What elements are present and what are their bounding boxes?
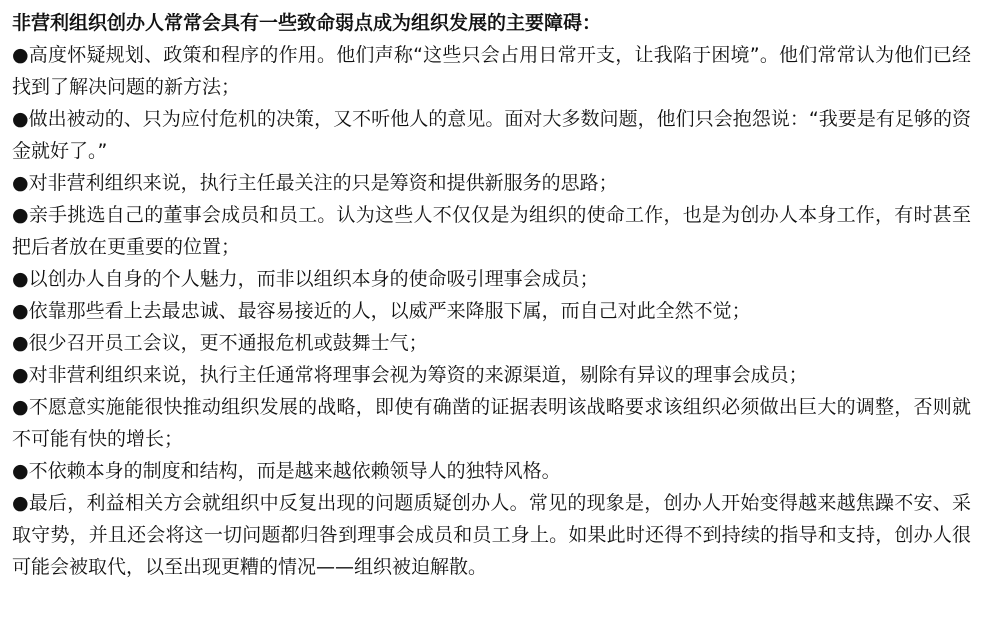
list-item [12,487,971,583]
document-title: 非营利组织创办人常常会具有一些致命弱点成为组织发展的主要障碍： [12,12,602,34]
list-item-text: 不愿意实施能很快推动组织发展的战略，即使有确凿的证据表明该战略要求该组织必须做出巨大的调整，否则就不可能有快的增长； [12,396,971,450]
list-item [12,359,971,391]
bullet-icon: ● [12,492,29,514]
bullet-icon: ● [12,460,29,482]
list-item [12,295,971,327]
list-item-text: 高度怀疑规划、政策和程序的作用。他们声称“这些只会占用日常开支，让我陷于困境”。他们常常认为他们已经找到了解决问题的新方法； [12,44,971,98]
list-item-text: 依靠那些看上去最忠诚、最容易接近的人，以威严来降服下属，而自己对此全然不觉； [28,300,751,322]
list-item [12,391,971,455]
list-item [12,39,971,103]
list-item-text: 做出被动的、只为应付危机的决策，又不听他人的意见。面对大多数问题，他们只会抱怨说：“我要是有足够的资金就好了。” [12,108,971,162]
bullet-icon: ● [12,332,29,354]
list-item [12,199,971,263]
list-item [12,327,971,359]
list-item [12,167,971,199]
bullet-icon: ● [12,172,29,194]
bullet-icon: ● [12,300,29,322]
bullet-icon: ● [12,204,29,226]
list-item-text: 以创办人自身的个人魅力，而非以组织本身的使命吸引理事会成员； [28,268,599,290]
list-item-text: 很少召开员工会议，更不通报危机或鼓舞士气； [28,332,428,354]
bullet-icon: ● [12,108,29,130]
bullet-icon: ● [12,268,29,290]
bullet-icon: ● [12,44,29,66]
list-item-text: 对非营利组织来说，执行主任通常将理事会视为筹资的来源渠道，剔除有异议的理事会成员； [28,364,808,386]
list-item-text: 最后，利益相关方会就组织中反复出现的问题质疑创办人。常见的现象是，创办人开始变得越来越焦躁不安、采取守势，并且还会将这一切问题都归咎到理事会成员和员工身上。如果此时还得不到持续的指导和支持，创办人很可能会被取代，以至出现更糟的情况——组织被迫解散。 [12,492,971,578]
list-item [12,103,971,167]
list-item-text: 亲手挑选自己的董事会成员和员工。认为这些人不仅仅是为组织的使命工作，也是为创办人本身工作，有时甚至把后者放在更重要的位置； [12,204,971,258]
list-item [12,263,971,295]
list-item-text: 不依赖本身的制度和结构，而是越来越依赖领导人的独特风格。 [28,460,561,482]
list-item [12,455,971,487]
bullet-icon: ● [12,364,29,386]
bullet-icon: ● [12,396,29,418]
list-item-text: 对非营利组织来说，执行主任最关注的只是筹资和提供新服务的思路； [28,172,618,194]
